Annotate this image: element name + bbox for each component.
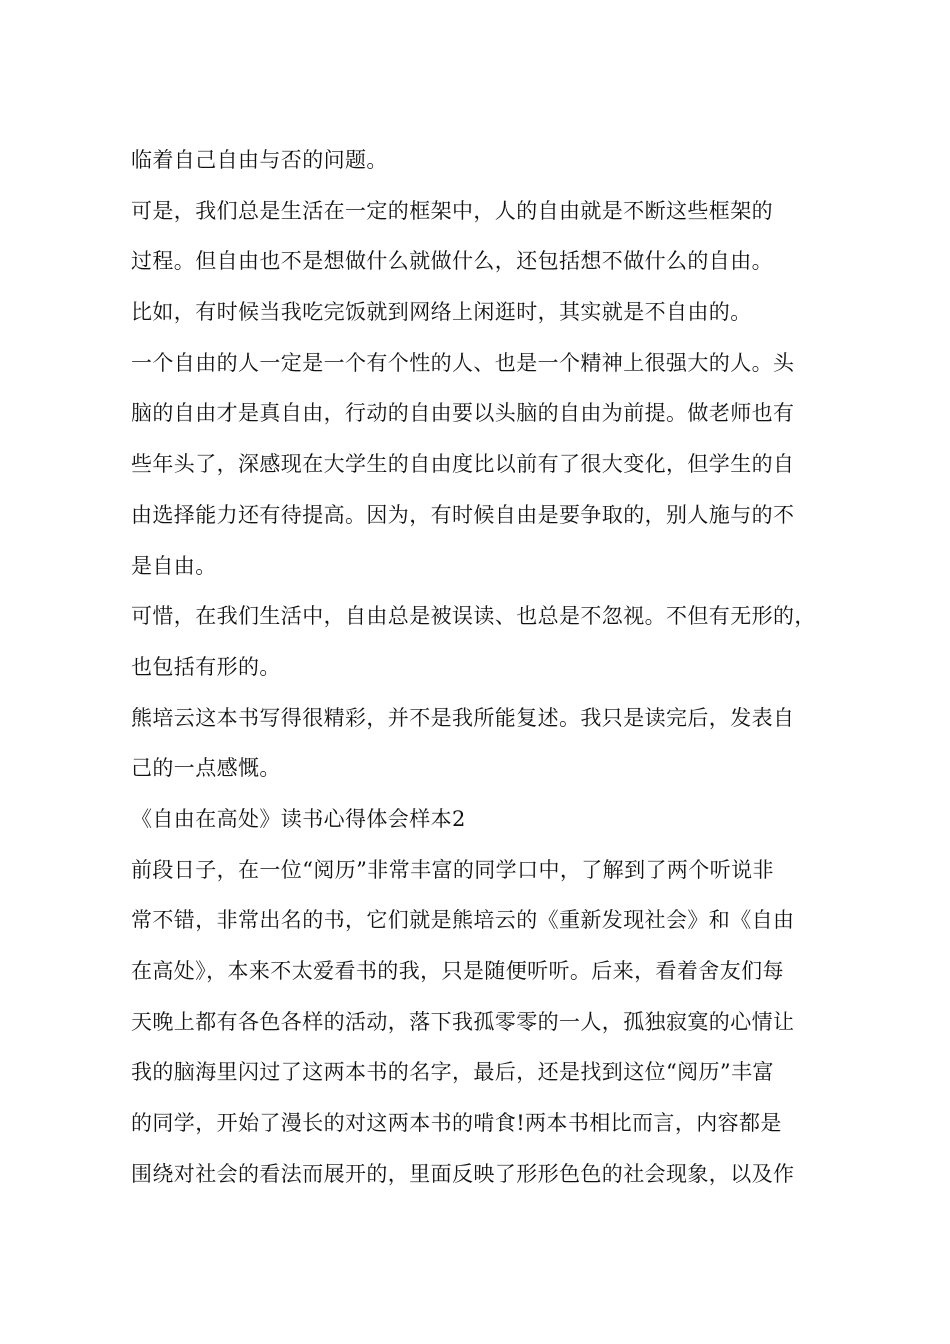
- text-line: 些年头了，深感现在大学生的自由度比以前有了很大变化，但学生的自: [131, 452, 795, 477]
- text-line: 在高处》，本来不太爱看书的我，只是随便听听。后来，看着舍友们每: [131, 959, 784, 983]
- text-line: 常不错，非常出名的书，它们就是熊培云的《重新发现社会》和《自由: [131, 908, 795, 933]
- text-line: 可是，我们总是生活在一定的框架中，人的自由就是不断这些框架的: [131, 198, 773, 223]
- text-line: 我的脑海里闪过了这两本书的名字，最后，还是找到这位“阅历”丰富: [131, 1060, 774, 1085]
- text-line: 临着自己自由与否的问题。: [131, 148, 388, 172]
- text-line: 过程。但自由也不是想做什么就做什么，还包括想不做什么的自由。: [131, 249, 773, 274]
- text-line: 前段日子，在一位“阅历”非常丰富的同学口中，了解到了两个听说非: [131, 857, 774, 882]
- text-line: 围绕对社会的看法而展开的，里面反映了形形色色的社会现象，以及作: [131, 1161, 795, 1186]
- text-line: 是自由。: [131, 553, 217, 578]
- text-line: 天晚上都有各色各样的活动，落下我孤零零的一人，孤独寂寞的心情让: [131, 1009, 795, 1034]
- section-heading: 《自由在高处》读书心得体会样本2: [131, 806, 466, 831]
- text-line: 熊培云这本书写得很精彩，并不是我所能复述。我只是读完后，发表自: [131, 705, 795, 730]
- text-line: 可惜，在我们生活中，自由总是被误读、也总是不忽视。不但有无形的，: [131, 604, 816, 629]
- text-line: 也包括有形的。: [131, 654, 281, 679]
- text-line: 己的一点感慨。: [131, 756, 281, 781]
- text-line: 的同学，开始了漫长的对这两本书的啃食!两本书相比而言，内容都是: [131, 1111, 782, 1136]
- text-line: 由选择能力还有待提高。因为，有时候自由是要争取的，别人施与的不: [131, 502, 795, 527]
- text-line: 一个自由的人一定是一个有个性的人、也是一个精神上很强大的人。头: [131, 350, 795, 375]
- text-line: 比如，有时候当我吃完饭就到网络上闲逛时，其实就是不自由的。: [131, 300, 752, 325]
- document-body: [131, 138, 831, 1202]
- text-line: 脑的自由才是真自由，行动的自由要以头脑的自由为前提。做老师也有: [131, 401, 795, 426]
